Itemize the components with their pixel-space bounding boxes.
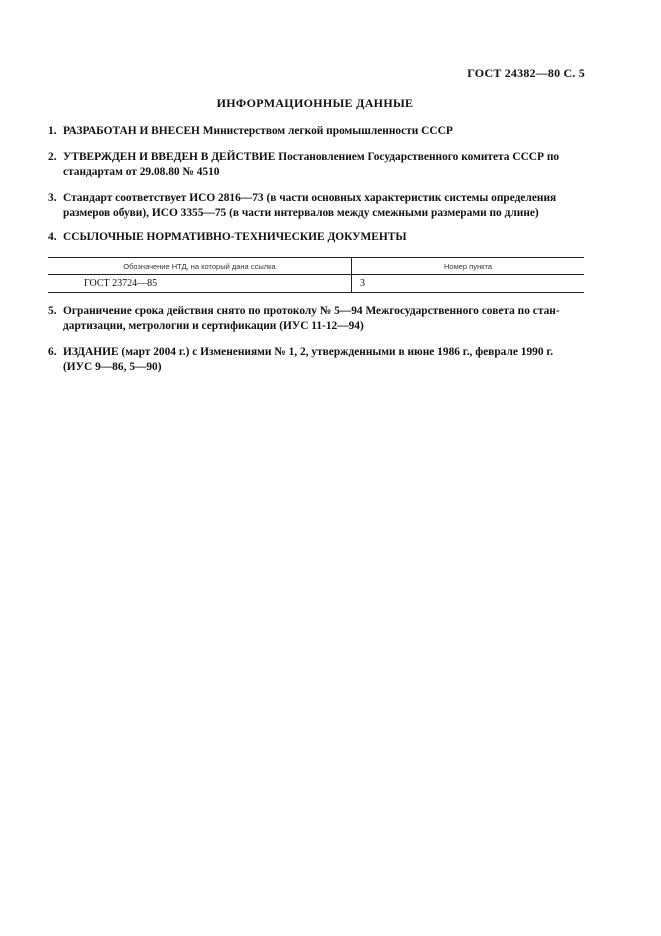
section-title: ИНФОРМАЦИОННЫЕ ДАННЫЕ (216, 96, 414, 110)
column-header-document: Обозначение НТД, на который дана ссылка (48, 258, 352, 275)
info-item-2 (48, 150, 588, 180)
page-header: ГОСТ 24382—80 С. 5 (467, 66, 585, 80)
info-item-6 (48, 345, 588, 375)
item-number: 3. (48, 192, 57, 204)
item-text: ИЗДАНИЕ (март 2004 г.) с Изменениями № 1, 2, утвержденными в июне 1986 г., феврале 1990 г. (63, 346, 554, 358)
info-item-1 (48, 124, 588, 139)
info-item-5 (48, 304, 588, 334)
item-text-continuation: дартизации, метрологии и сертификации (ИУС 11-12—94) (63, 320, 364, 332)
item-text-continuation: стандартам от 29.08.80 № 4510 (63, 166, 220, 178)
item-text: РАЗРАБОТАН И ВНЕСЕН Министерством легкой промышленности СССР (63, 125, 453, 137)
info-item-4 (48, 230, 588, 245)
table-header-row (48, 258, 584, 275)
item-text-continuation: размеров обуви), ИСО 3355—75 (в части интервалов между смежными размерами по длине) (63, 207, 539, 219)
info-item-3 (48, 191, 588, 221)
item-number: 2. (48, 151, 57, 163)
item-text: Стандарт соответствует ИСО 2816—73 (в части основных характеристик системы определения (63, 192, 557, 204)
item-text: Ограничение срока действия снято по протоколу № 5—94 Межгосударственного совета по стан- (63, 305, 560, 317)
cell-clause: 3 (352, 275, 585, 293)
table-row (48, 275, 584, 293)
item-number: 5. (48, 305, 57, 317)
cell-document: ГОСТ 23724—85 (48, 275, 352, 293)
column-header-clause: Номер пункта (352, 258, 585, 275)
item-number: 1. (48, 125, 57, 137)
item-number: 6. (48, 346, 57, 358)
item-text-continuation: (ИУС 9—86, 5—90) (63, 361, 162, 373)
item-text: ССЫЛОЧНЫЕ НОРМАТИВНО-ТЕХНИЧЕСКИЕ ДОКУМЕНТЫ (63, 231, 407, 243)
reference-documents-table (48, 257, 584, 293)
item-number: 4. (48, 231, 57, 243)
item-text: УТВЕРЖДЕН И ВВЕДЕН В ДЕЙСТВИЕ Постановлением Государственного комитета СССР по (63, 151, 560, 163)
